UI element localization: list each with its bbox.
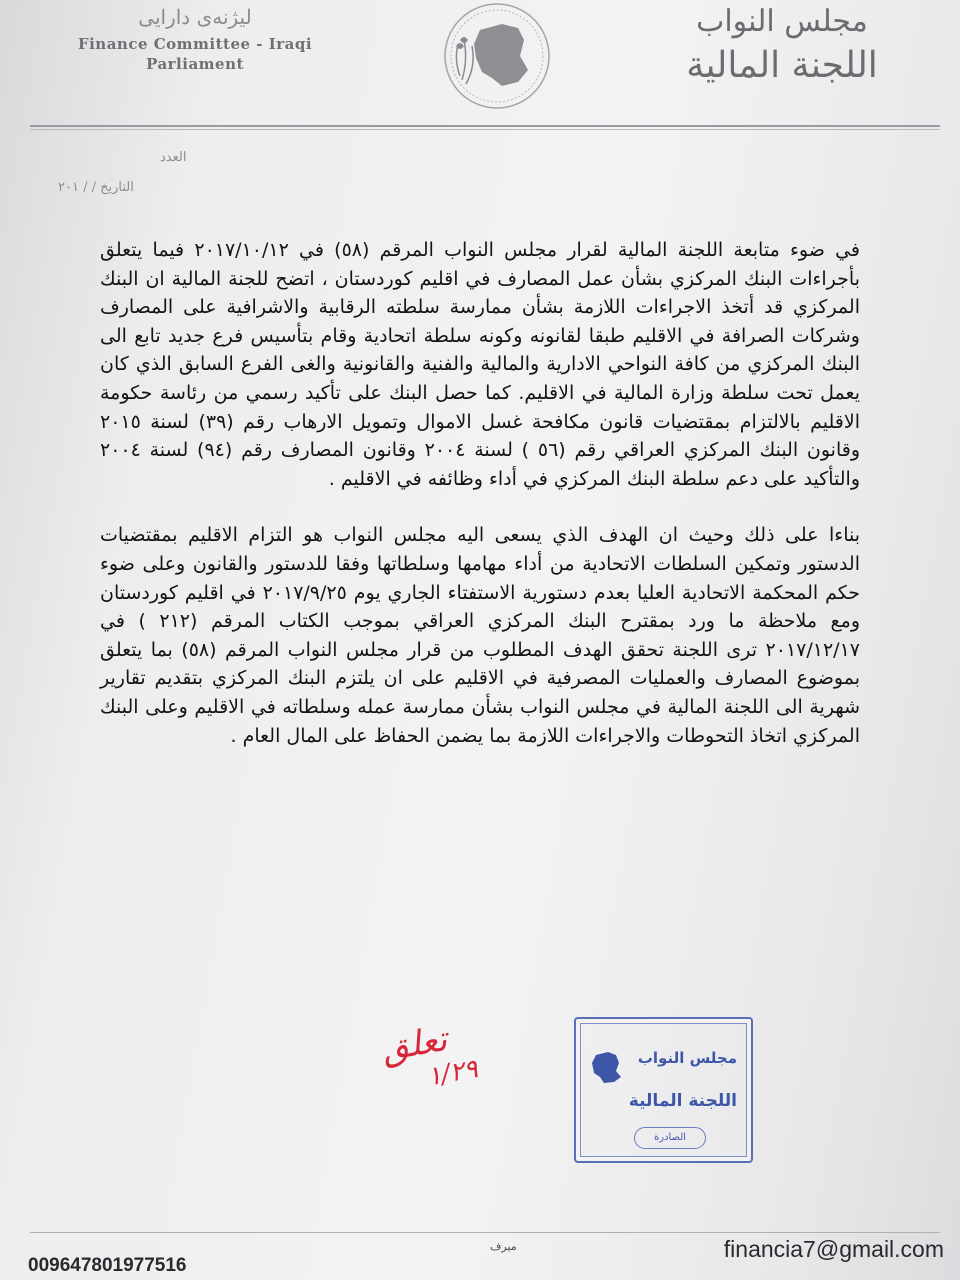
stamp-outgoing-label: الصادرة	[634, 1127, 706, 1149]
header-divider	[30, 125, 940, 127]
footer-note: ميرف	[490, 1240, 517, 1253]
iraq-map-icon	[588, 1049, 624, 1085]
body-paragraph-2: بناءا على ذلك وحيث ان الهدف الذي يسعى اليه مجلس النواب هو التزام الاقليم بمقتضيات الدستور وتمكين السلطات الاتحادية من أداء مهامها وسلطاتها وفقا للدستور والقانون وعلى ضوء حكم المحكمة الاتحادية العليا بعدم دستورية الاستفتاء الجاري يوم ٢٠١٧/٩/٢٥ في اقليم كوردستان ومع ملاحظة ما ورد بمقترح البنك المركزي العراقي بموجب الكتاب المرقم (٢١٢ ) في ٢٠١٧/١٢/١٧ ترى اللجنة تحقق الهدف المطلوب من قرار مجلس النواب المرقم (٥٨) بما يتعلق بموضوع المصارف والعمليات المصرفية في الاقليم على ان يلتزم البنك المركزي بتقديم تقارير شهرية الى اللجنة المالية في مجلس النواب بشأن ممارسة عمله وسلطاته في الاقليم وعلى البنك المركزي اتخاذ التحوطات والاجراءات اللازمة بما يضمن الحفاظ على المال العام .	[100, 524, 860, 747]
body-paragraph-1: في ضوء متابعة اللجنة المالية لقرار مجلس النواب المرقم (٥٨) في ٢٠١٧/١٠/١٢ فيما يتعلق بأجراءات البنك المركزي بشأن عمل المصارف في اقليم كوردستان ، اتضح للجنة المالية ان البنك المركزي قد أتخذ الاجراءات اللازمة بشأن ممارسة سلطته الرقابية والاشرافية على المصارف وشركات الصرافة في الاقليم طبقا لقانونه وكونه سلطة اتحادية وقام بتأسيس فرع جديد تابع الى البنك المركزي من كافة النواحي الادارية والمالية والفنية والقانونية والغى الفرع السابق الذي كان يعمل تحت سلطة وزارة المالية في الاقليم. كما حصل البنك على تأكيد رسمي من رئاسة حكومة الاقليم بالالتزام بمقتضيات قانون مكافحة غسل الاموال وتمويل الارهاب رقم (٣٩) لسنة ٢٠١٥ وقانون البنك المركزي العراقي رقم (٥٦ ) لسنة ٢٠٠٤ وقانون المصارف رقم (٩٤) لسنة ٢٠٠٤ والتأكيد على دعم سلطة البنك المركزي في أداء وظائفه في الاقليم .	[100, 239, 861, 490]
footer-divider	[30, 1232, 940, 1233]
handwritten-date: ١/٢٩	[424, 1054, 481, 1093]
letterhead-english-title: Finance Committee - Iraqi Parliament	[77, 35, 313, 73]
header-divider-thin	[30, 129, 940, 130]
letterhead-parliament-title: مجلس النواب	[696, 4, 868, 39]
footer-email: financia7@gmail.com	[723, 1236, 944, 1262]
document-number-label: العدد	[160, 150, 187, 165]
letter-body	[100, 236, 860, 750]
letterhead-kurdish-title: لیژنەی دارایی	[138, 5, 252, 29]
stamp-parliament: مجلس النواب	[637, 1049, 737, 1067]
letterhead-left	[60, 6, 330, 74]
stamp-committee: اللجنة المالية	[628, 1091, 737, 1111]
letterhead-committee-title: اللجنة المالية	[686, 45, 878, 86]
handwritten-word: تعلق	[378, 1019, 451, 1070]
committee-stamp	[574, 1017, 753, 1163]
document-date-label: التاريخ / / ٢٠١	[58, 180, 134, 195]
iraq-map-emblem-icon	[432, 0, 562, 118]
footer-phone: 009647801977516	[28, 1255, 187, 1276]
handwritten-note	[379, 1015, 480, 1100]
letterhead-right	[672, 2, 892, 90]
